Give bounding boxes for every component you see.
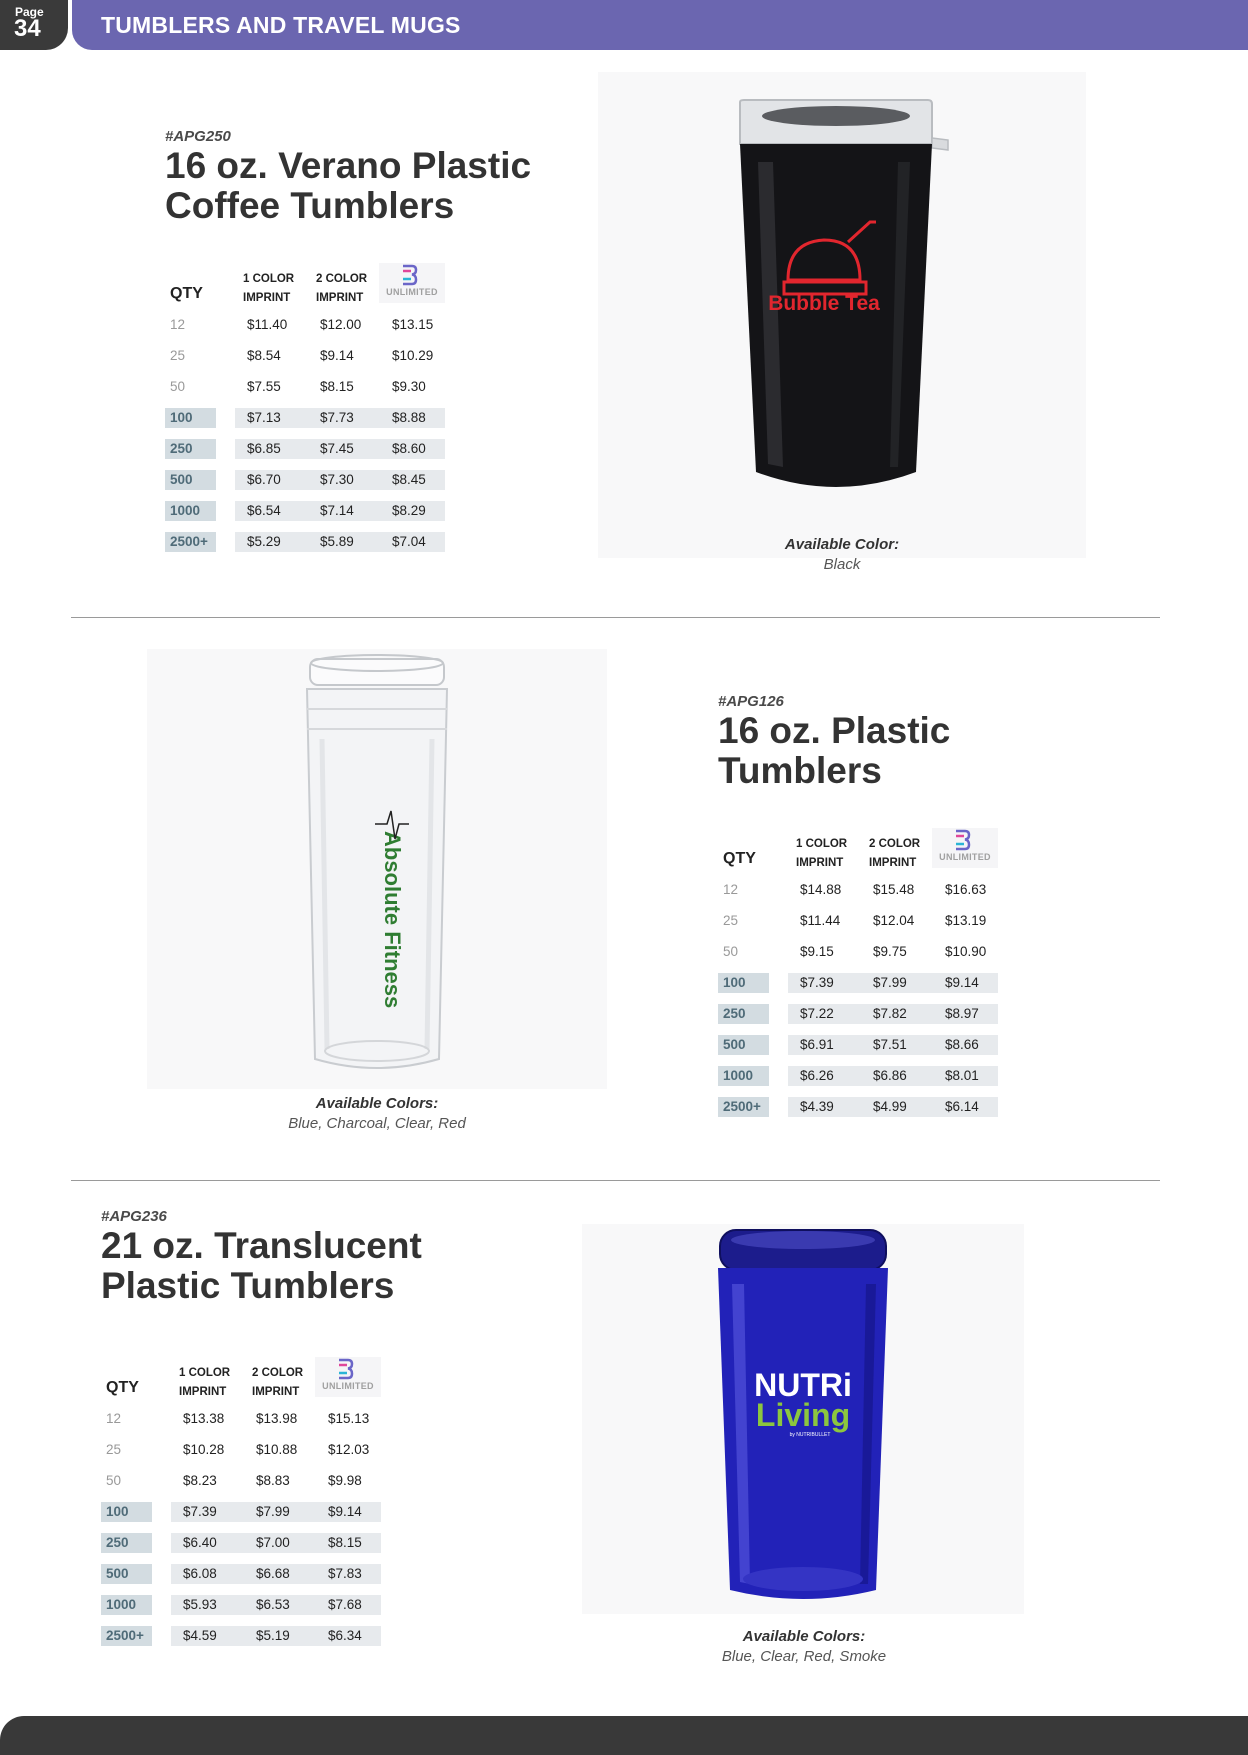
product-title bbox=[165, 146, 531, 226]
product-title-line: 16 oz. Verano Plastic bbox=[165, 145, 532, 186]
price-row bbox=[718, 880, 998, 900]
price-row bbox=[718, 1004, 998, 1024]
price-unlimited: $13.19 bbox=[945, 913, 987, 928]
product-image-clear-tumbler bbox=[147, 649, 607, 1089]
price-row bbox=[101, 1440, 381, 1460]
unlimited-logo bbox=[379, 263, 445, 303]
price-row bbox=[718, 942, 998, 962]
price-1-color: $6.54 bbox=[247, 503, 281, 518]
product-sku: #APG126 bbox=[718, 693, 784, 710]
price-unlimited: $13.15 bbox=[392, 317, 434, 332]
qty-cell: 1000 bbox=[101, 1595, 152, 1615]
price-row bbox=[101, 1595, 381, 1615]
page-number: 34 bbox=[14, 15, 41, 42]
price-2-color: $8.15 bbox=[320, 379, 354, 394]
price-1-color: $5.93 bbox=[183, 1597, 217, 1612]
available-colors bbox=[227, 1094, 527, 1134]
available-value: Blue, Charcoal, Clear, Red bbox=[288, 1115, 466, 1132]
product-image-black-tumbler bbox=[598, 72, 1086, 558]
price-1-color: $6.91 bbox=[800, 1037, 834, 1052]
price-unlimited: $8.88 bbox=[392, 410, 426, 425]
price-1-color: $14.88 bbox=[800, 882, 842, 897]
price-row bbox=[101, 1471, 381, 1491]
qty-cell: 2500+ bbox=[101, 1626, 152, 1646]
price-2-color: $6.86 bbox=[873, 1068, 907, 1083]
unlimited-logo bbox=[932, 828, 998, 868]
qty-cell: 100 bbox=[718, 973, 769, 993]
price-2-color: $9.14 bbox=[320, 348, 354, 363]
price-unlimited: $8.66 bbox=[945, 1037, 979, 1052]
available-label: Available Colors: bbox=[742, 1628, 866, 1645]
price-unlimited: $9.30 bbox=[392, 379, 426, 394]
price-1-color: $8.23 bbox=[183, 1473, 217, 1488]
price-unlimited: $6.34 bbox=[328, 1628, 362, 1643]
price-1-color: $13.38 bbox=[183, 1411, 225, 1426]
price-1-color: $6.70 bbox=[247, 472, 281, 487]
price-unlimited: $8.15 bbox=[328, 1535, 362, 1550]
price-1-color: $7.39 bbox=[183, 1504, 217, 1519]
price-row bbox=[101, 1564, 381, 1584]
price-1-color: $6.40 bbox=[183, 1535, 217, 1550]
price-2-color: $15.48 bbox=[873, 882, 915, 897]
price-table bbox=[101, 1357, 381, 1647]
price-table bbox=[718, 828, 998, 1118]
price-row bbox=[165, 501, 445, 521]
price-1-color: $6.08 bbox=[183, 1566, 217, 1581]
price-row bbox=[165, 346, 445, 366]
qty-cell: 12 bbox=[170, 317, 186, 332]
qty-cell: 1000 bbox=[718, 1066, 769, 1086]
product-title bbox=[101, 1226, 422, 1306]
price-unlimited: $9.14 bbox=[945, 975, 979, 990]
price-1-color: $11.40 bbox=[247, 317, 288, 332]
product-title bbox=[718, 711, 950, 791]
price-row bbox=[101, 1502, 381, 1522]
price-2-color: $7.45 bbox=[320, 441, 354, 456]
product-title-line: Tumblers bbox=[718, 750, 882, 791]
price-unlimited: $9.98 bbox=[328, 1473, 362, 1488]
unlimited-text: UNLIMITED bbox=[386, 287, 438, 297]
image-logo-text: by NUTRIBULLET bbox=[789, 1432, 831, 1438]
col-header-2-color: 2 COLOR IMPRINT bbox=[252, 1367, 304, 1398]
price-2-color: $10.88 bbox=[256, 1442, 298, 1457]
price-unlimited: $15.13 bbox=[328, 1411, 370, 1426]
price-2-color: $9.75 bbox=[873, 944, 907, 959]
qty-cell: 250 bbox=[101, 1533, 152, 1553]
price-row bbox=[165, 532, 445, 552]
footer-band bbox=[0, 1716, 1248, 1755]
available-colors bbox=[742, 535, 942, 575]
price-1-color: $7.13 bbox=[247, 410, 281, 425]
image-logo-text: NUTRi bbox=[754, 1367, 852, 1403]
price-2-color: $7.73 bbox=[320, 410, 354, 425]
unlimited-text: UNLIMITED bbox=[322, 1381, 374, 1391]
unlimited-text: UNLIMITED bbox=[939, 852, 991, 862]
price-row bbox=[165, 470, 445, 490]
available-label: Available Color: bbox=[784, 536, 900, 553]
product-sku: #APG236 bbox=[101, 1208, 167, 1225]
image-logo-text: Absolute Fitness bbox=[380, 831, 405, 1009]
price-unlimited: $8.01 bbox=[945, 1068, 979, 1083]
unlimited-b-icon bbox=[401, 264, 418, 286]
qty-cell: 500 bbox=[165, 470, 216, 490]
price-row bbox=[718, 911, 998, 931]
price-2-color: $7.30 bbox=[320, 472, 354, 487]
qty-cell: 100 bbox=[165, 408, 216, 428]
price-2-color: $12.00 bbox=[320, 317, 362, 332]
price-1-color: $4.59 bbox=[183, 1628, 217, 1643]
qty-cell: 50 bbox=[106, 1473, 122, 1488]
price-unlimited: $12.03 bbox=[328, 1442, 370, 1457]
page-number-tab bbox=[0, 0, 68, 50]
price-1-color: $7.39 bbox=[800, 975, 834, 990]
price-1-color: $4.39 bbox=[800, 1099, 834, 1114]
col-header-1-color: 1 COLOR IMPRINT bbox=[243, 273, 295, 304]
product-title-line: Plastic Tumblers bbox=[101, 1265, 395, 1306]
product-title-line: Coffee Tumblers bbox=[165, 185, 455, 226]
page-label: Page bbox=[15, 5, 44, 19]
price-2-color: $6.68 bbox=[256, 1566, 290, 1581]
image-logo-text: Bubble Tea bbox=[768, 292, 880, 315]
product-image-blue-tumbler bbox=[582, 1224, 1024, 1614]
price-1-color: $11.44 bbox=[800, 913, 841, 928]
price-unlimited: $7.68 bbox=[328, 1597, 362, 1612]
col-header-1-color: 1 COLOR IMPRINT bbox=[179, 1367, 231, 1398]
qty-header: QTY bbox=[170, 285, 203, 302]
qty-cell: 25 bbox=[723, 913, 739, 928]
qty-cell: 25 bbox=[106, 1442, 122, 1457]
price-2-color: $6.53 bbox=[256, 1597, 290, 1612]
price-unlimited: $10.90 bbox=[945, 944, 987, 959]
qty-header: QTY bbox=[723, 850, 756, 867]
price-1-color: $7.55 bbox=[247, 379, 281, 394]
unlimited-b-icon bbox=[954, 829, 971, 851]
price-2-color: $7.00 bbox=[256, 1535, 290, 1550]
price-unlimited: $8.29 bbox=[392, 503, 426, 518]
price-row bbox=[718, 973, 998, 993]
image-logo-text: Living bbox=[755, 1397, 851, 1433]
qty-cell: 2500+ bbox=[165, 532, 216, 552]
price-2-color: $8.83 bbox=[256, 1473, 290, 1488]
price-row bbox=[718, 1066, 998, 1086]
qty-cell: 12 bbox=[106, 1411, 122, 1426]
qty-cell: 2500+ bbox=[718, 1097, 769, 1117]
price-1-color: $6.26 bbox=[800, 1068, 834, 1083]
section-title: TUMBLERS AND TRAVEL MUGS bbox=[101, 12, 461, 38]
price-unlimited: $8.45 bbox=[392, 472, 426, 487]
price-2-color: $5.19 bbox=[256, 1628, 290, 1643]
price-unlimited: $16.63 bbox=[945, 882, 987, 897]
qty-cell: 12 bbox=[723, 882, 739, 897]
price-row bbox=[101, 1409, 381, 1429]
price-1-color: $8.54 bbox=[247, 348, 281, 363]
price-2-color: $7.99 bbox=[256, 1504, 290, 1519]
price-row bbox=[101, 1626, 381, 1646]
product-title-line: 21 oz. Translucent bbox=[101, 1225, 422, 1266]
qty-cell: 500 bbox=[101, 1564, 152, 1584]
col-header-2-color: 2 COLOR IMPRINT bbox=[869, 838, 921, 869]
available-colors bbox=[684, 1627, 924, 1667]
available-value: Black bbox=[823, 556, 861, 573]
qty-header: QTY bbox=[106, 1379, 139, 1396]
qty-cell: 1000 bbox=[165, 501, 216, 521]
qty-cell: 100 bbox=[101, 1502, 152, 1522]
price-row bbox=[165, 377, 445, 397]
price-1-color: $9.15 bbox=[800, 944, 834, 959]
price-table bbox=[165, 263, 445, 553]
price-2-color: $5.89 bbox=[320, 534, 354, 549]
price-2-color: $7.51 bbox=[873, 1037, 907, 1052]
price-row bbox=[165, 315, 445, 335]
price-unlimited: $9.14 bbox=[328, 1504, 362, 1519]
available-label: Available Colors: bbox=[315, 1095, 439, 1112]
price-row bbox=[718, 1097, 998, 1117]
price-1-color: $5.29 bbox=[247, 534, 281, 549]
price-2-color: $7.99 bbox=[873, 975, 907, 990]
qty-cell: 50 bbox=[170, 379, 186, 394]
col-header-1-color: 1 COLOR IMPRINT bbox=[796, 838, 848, 869]
price-2-color: $4.99 bbox=[873, 1099, 907, 1114]
price-2-color: $7.82 bbox=[873, 1006, 907, 1021]
qty-cell: 250 bbox=[718, 1004, 769, 1024]
product-sku: #APG250 bbox=[165, 128, 231, 145]
price-row bbox=[718, 1035, 998, 1055]
qty-cell: 25 bbox=[170, 348, 186, 363]
divider bbox=[71, 1180, 1160, 1181]
price-row bbox=[165, 439, 445, 459]
price-unlimited: $6.14 bbox=[945, 1099, 979, 1114]
price-row bbox=[101, 1533, 381, 1553]
price-2-color: $7.14 bbox=[320, 503, 354, 518]
col-header-2-color: 2 COLOR IMPRINT bbox=[316, 273, 368, 304]
unlimited-logo bbox=[315, 1357, 381, 1397]
price-1-color: $10.28 bbox=[183, 1442, 225, 1457]
price-1-color: $6.85 bbox=[247, 441, 281, 456]
price-1-color: $7.22 bbox=[800, 1006, 834, 1021]
header-bar bbox=[72, 0, 1248, 50]
product-title-line: 16 oz. Plastic bbox=[718, 710, 951, 751]
price-unlimited: $8.97 bbox=[945, 1006, 979, 1021]
price-2-color: $12.04 bbox=[873, 913, 915, 928]
price-row bbox=[165, 408, 445, 428]
qty-cell: 250 bbox=[165, 439, 216, 459]
qty-cell: 500 bbox=[718, 1035, 769, 1055]
unlimited-b-icon bbox=[337, 1358, 354, 1380]
price-2-color: $13.98 bbox=[256, 1411, 298, 1426]
price-unlimited: $7.83 bbox=[328, 1566, 362, 1581]
price-unlimited: $10.29 bbox=[392, 348, 434, 363]
divider bbox=[71, 617, 1160, 618]
price-unlimited: $7.04 bbox=[392, 534, 426, 549]
available-value: Blue, Clear, Red, Smoke bbox=[721, 1648, 887, 1665]
qty-cell: 50 bbox=[723, 944, 739, 959]
price-unlimited: $8.60 bbox=[392, 441, 426, 456]
